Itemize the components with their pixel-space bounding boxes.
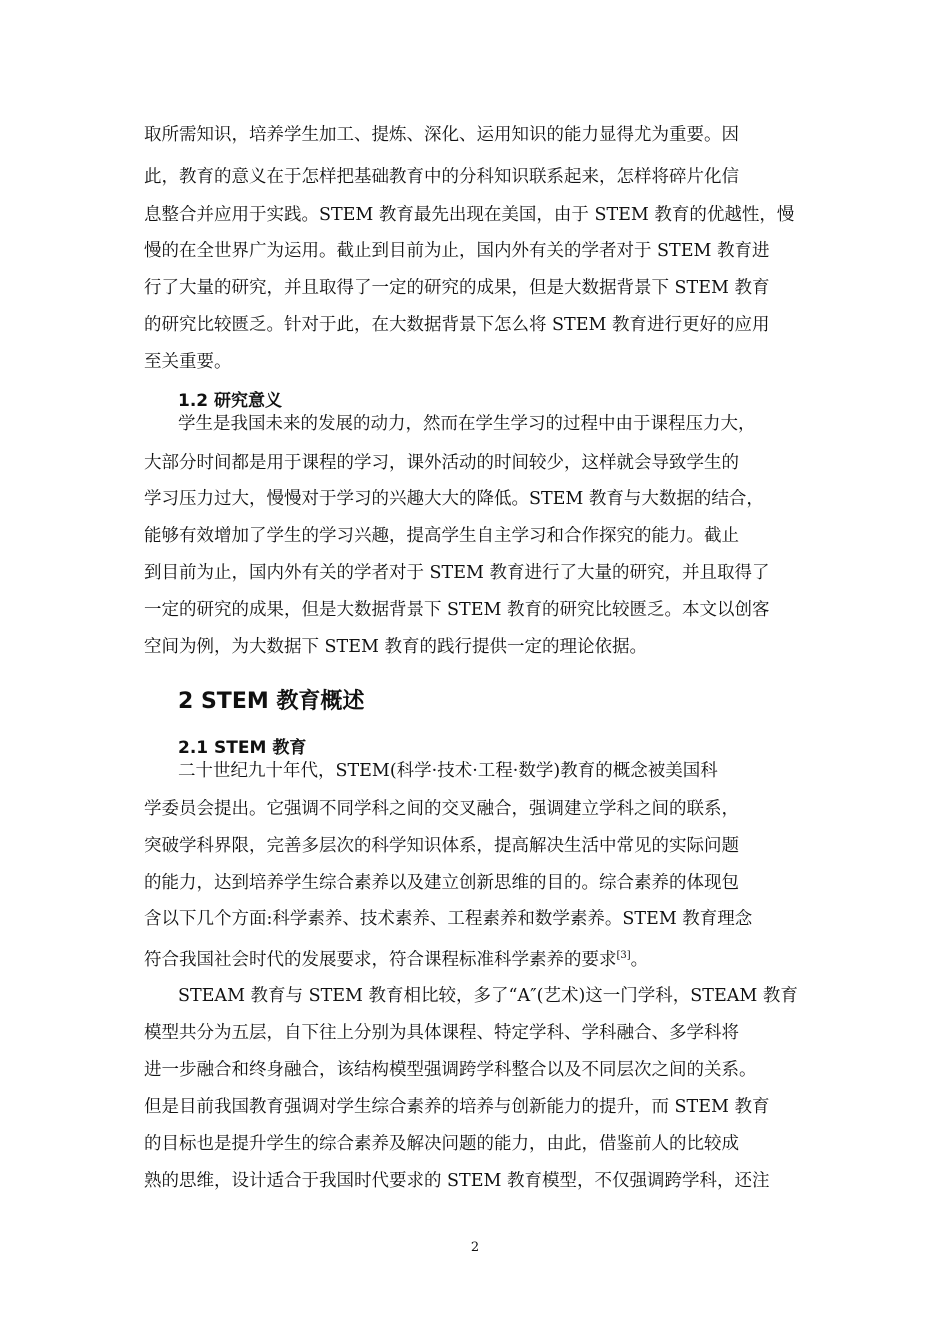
paragraph-line: 取所需知识，培养学生加工、提炼、深化、运用知识的能力显得尤为重要。因 [144,125,739,145]
paragraph-line: 模型共分为五层，自下往上分别为具体课程、特定学科、学科融合、多学科将 [144,1023,739,1043]
section-heading-2: 2 STEM 教育概述 [178,689,365,714]
paragraph-line: 至关重要。 [144,352,232,372]
paragraph-line: 行了大量的研究，并且取得了一定的研究的成果，但是大数据背景下 STEM 教育 [144,278,770,298]
paragraph-line: 含以下几个方面:科学素养、技术素养、工程素养和数学素养。STEM 教育理念 [144,909,753,929]
page-number: 2 [470,1240,480,1255]
paragraph-line: 到目前为止，国内外有关的学者对于 STEM 教育进行了大量的研究，并且取得了 [144,563,770,583]
paragraph-line: 学委员会提出。它强调不同学科之间的交叉融合，强调建立学科之间的联系， [144,799,739,819]
paragraph-line [144,944,824,972]
paragraph-line: 的能力，达到培养学生综合素养以及建立创新思维的目的。综合素养的体现包 [144,873,739,893]
paragraph-text: 。 [630,949,649,970]
paragraph-line: 学习压力过大，慢慢对于学习的兴趣大大的降低。STEM 教育与大数据的结合， [144,489,764,509]
paragraph-line: 但是目前我国教育强调对学生综合素养的培养与创新能力的提升，而 STEM 教育 [144,1097,770,1117]
paragraph-line: 空间为例，为大数据下 STEM 教育的践行提供一定的理论依据。 [144,637,647,657]
paragraph-line: 二十世纪九十年代，STEM(科学·技术·工程·数学)教育的概念被美国科 [178,761,718,781]
paragraph-line: 慢的在全世界广为运用。截止到目前为止，国内外有关的学者对于 STEM 教育进 [144,241,770,261]
paragraph-line: 进一步融合和终身融合，该结构模型强调跨学科整合以及不同层次之间的关系。 [144,1060,757,1080]
paragraph-line: 大部分时间都是用于课程的学习，课外活动的时间较少，这样就会导致学生的 [144,453,739,473]
paragraph-line: 突破学科界限，完善多层次的科学知识体系，提高解决生活中常见的实际问题 [144,836,739,856]
citation-marker: [3] [616,950,631,961]
paragraph-text: 符合我国社会时代的发展要求，符合课程标准科学素养的要求 [144,949,617,970]
paragraph-line: 息整合并应用于实践。STEM 教育最先出现在美国，由于 STEM 教育的优越性，慢 [144,205,795,225]
paragraph-line: 学生是我国未来的发展的动力，然而在学生学习的过程中由于课程压力大， [178,414,756,434]
paragraph-line: 此，教育的意义在于怎样把基础教育中的分科知识联系起来，怎样将碎片化信 [144,167,739,187]
paragraph-line: 一定的研究的成果，但是大数据背景下 STEM 教育的研究比较匮乏。本文以创客 [144,600,770,620]
paragraph-line: 的目标也是提升学生的综合素养及解决问题的能力，由此，借鉴前人的比较成 [144,1134,739,1154]
paragraph-line: 的研究比较匮乏。针对于此，在大数据背景下怎么将 STEM 教育进行更好的应用 [144,315,770,335]
paragraph-line: STEAM 教育与 STEM 教育相比较，多了“A″(艺术)这一门学科，STEAM 教育 [178,986,798,1006]
paragraph-line: 熟的思维，设计适合于我国时代要求的 STEM 教育模型，不仅强调跨学科，还注 [144,1171,770,1191]
subsection-heading-2-1: 2.1 STEM 教育 [178,738,307,758]
paragraph-line: 能够有效增加了学生的学习兴趣，提高学生自主学习和合作探究的能力。截止 [144,526,739,546]
subsection-heading-1-2: 1.2 研究意义 [178,391,283,411]
